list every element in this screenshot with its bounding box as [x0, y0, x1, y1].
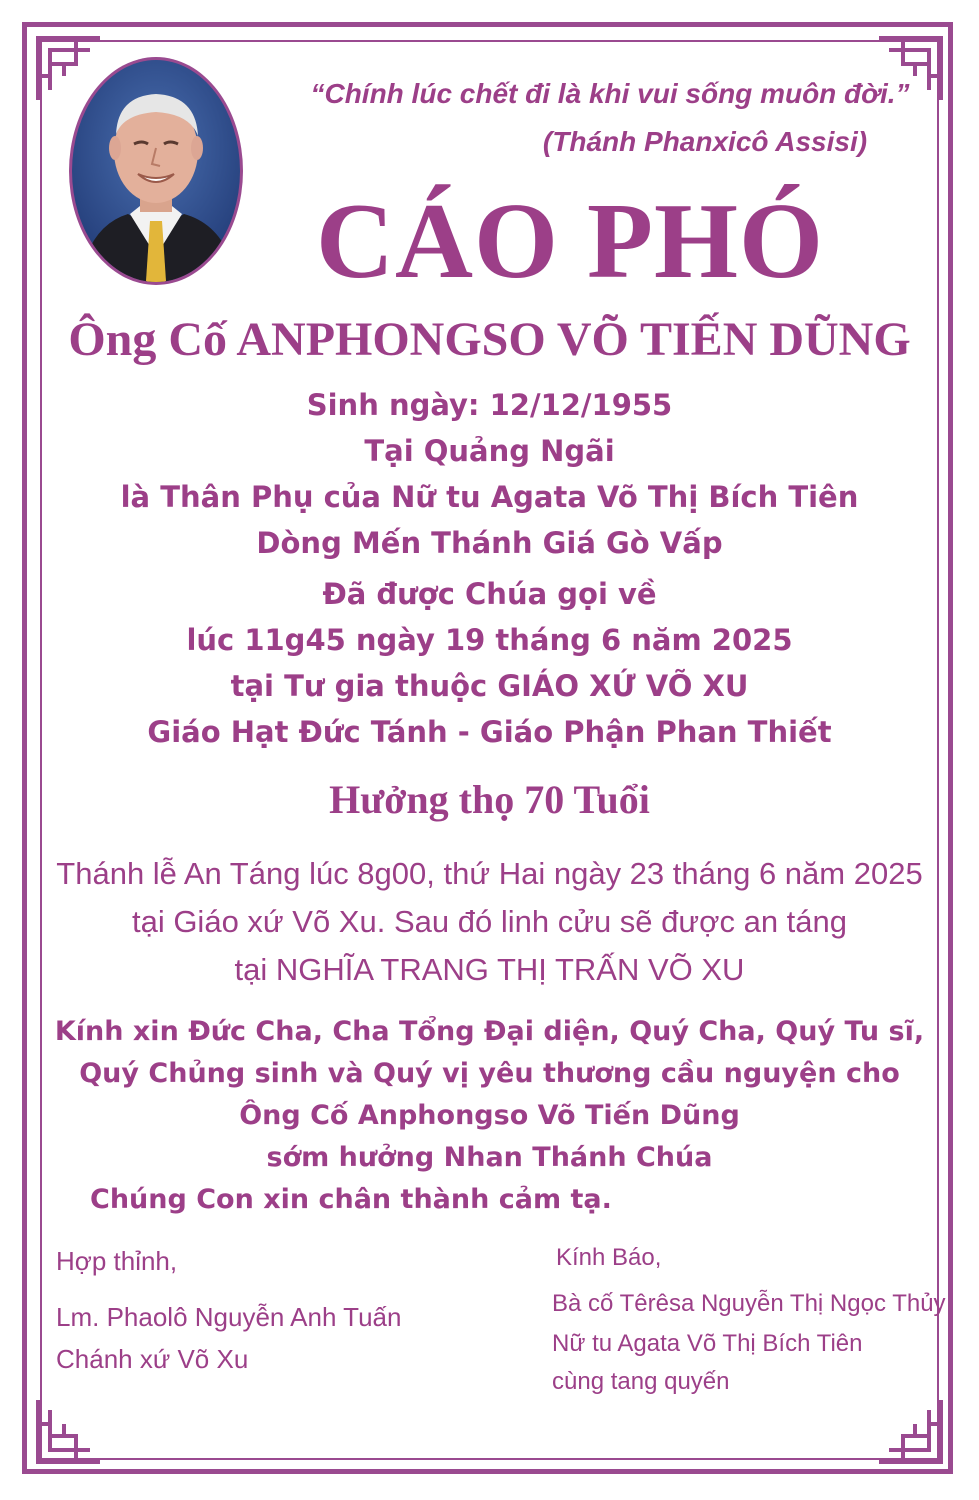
left-signature-name: Lm. Phaolô Nguyễn Anh Tuấn: [56, 1302, 402, 1332]
right-signature-line: cùng tang quyến: [552, 1368, 730, 1395]
diocese-line: Giáo Hạt Đức Tánh - Giáo Phận Phan Thiết: [147, 715, 832, 749]
page-title: CÁO PHÓ: [316, 182, 824, 301]
prayer-request-line: sớm hưởng Nhan Thánh Chúa: [266, 1142, 713, 1173]
quote-text: “Chính lúc chết đi là khi vui sống muôn đời.”: [310, 78, 910, 109]
right-signature-line: Bà cố Têrêsa Nguyễn Thị Ngọc Thủy: [552, 1290, 946, 1317]
death-time-line: lúc 11g45 ngày 19 tháng 6 năm 2025: [186, 623, 793, 657]
right-signature-line: Nữ tu Agata Võ Thị Bích Tiên: [552, 1330, 863, 1357]
portrait-photo: [68, 56, 244, 286]
right-signature-heading: Kính Báo,: [556, 1244, 662, 1271]
parish-line: tại Tư gia thuộc GIÁO XỨ VÕ XU: [230, 669, 749, 703]
birth-place: Tại Quảng Ngãi: [364, 434, 615, 468]
prayer-request-line: Quý Chủng sinh và Quý vị yêu thương cầu nguyện cho: [79, 1058, 900, 1089]
relation-line: là Thân Phụ của Nữ tu Agata Võ Thị Bích Tiên: [120, 480, 859, 514]
congregation-line: Dòng Mến Thánh Giá Gò Vấp: [256, 526, 723, 560]
left-signature-heading: Hợp thỉnh,: [56, 1246, 178, 1276]
corner-ornament-bottom-right: [869, 1390, 949, 1470]
funeral-location-line: tại Giáo xứ Võ Xu. Sau đó linh cửu sẽ được an táng: [131, 904, 848, 939]
age-line: Hưởng thọ 70 Tuổi: [329, 777, 650, 822]
prayer-request-line: Ông Cố Anphongso Võ Tiến Dũng: [239, 1100, 740, 1131]
thanks-line: Chúng Con xin chân thành cảm tạ.: [90, 1184, 612, 1215]
called-home-line: Đã được Chúa gọi về: [322, 577, 657, 611]
funeral-mass-line: Thánh lễ An Táng lúc 8g00, thứ Hai ngày 23 tháng 6 năm 2025: [56, 856, 923, 891]
corner-ornament-bottom-left: [30, 1390, 110, 1470]
birth-date: Sinh ngày: 12/12/1955: [306, 388, 673, 422]
left-signature-role: Chánh xứ Võ Xu: [56, 1344, 249, 1374]
deceased-name: Ông Cố ANPHONGSO VÕ TIẾN DŨNG: [68, 313, 911, 366]
prayer-request-line: Kính xin Đức Cha, Cha Tổng Đại diện, Quý Cha, Quý Tu sĩ,: [54, 1016, 925, 1047]
cemetery-line: tại NGHĨA TRANG THỊ TRẤN VÕ XU: [234, 952, 745, 987]
quote-author: (Thánh Phanxicô Assisi): [542, 126, 868, 157]
